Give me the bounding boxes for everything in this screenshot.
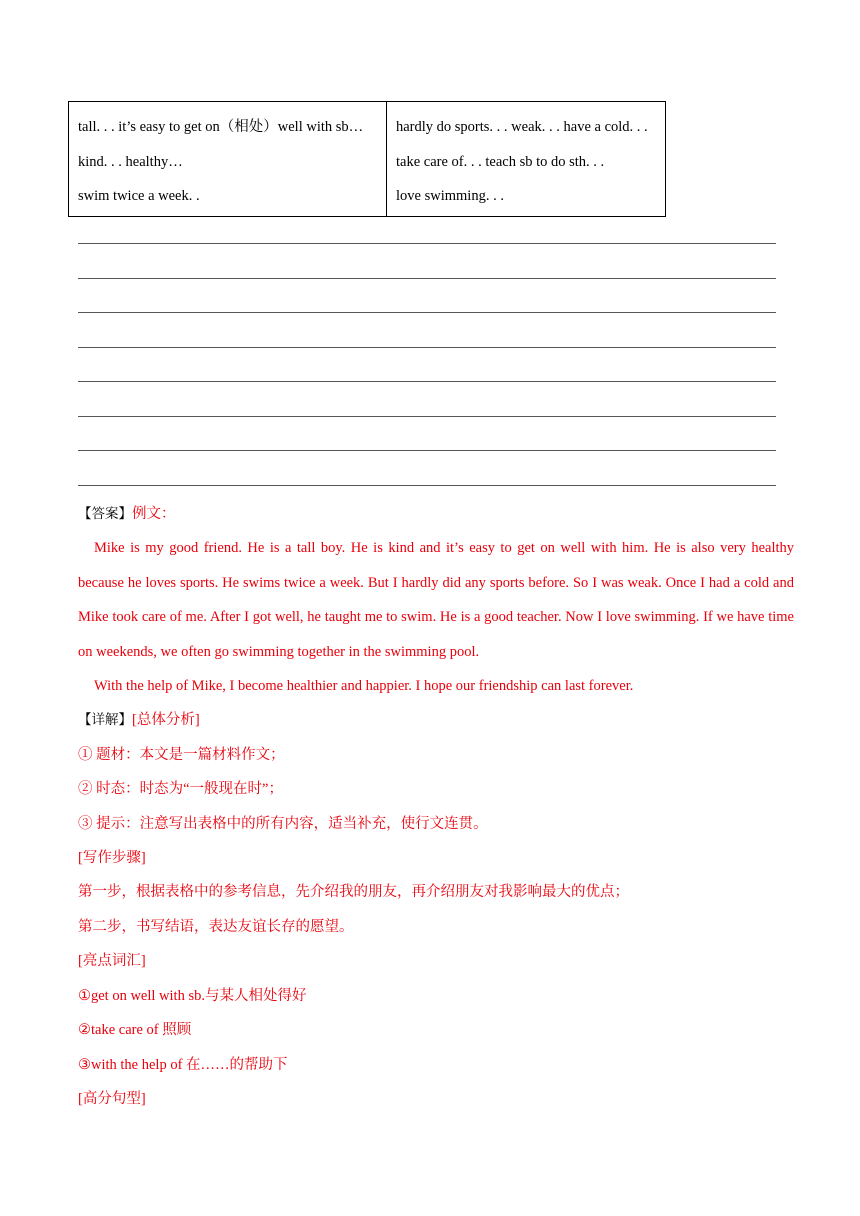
writing-line <box>78 381 776 382</box>
table-text: hardly do sports. . . weak. . . have a cold. . . <box>396 119 648 135</box>
answer-label: 【答案】 <box>78 506 132 522</box>
writing-line <box>78 416 776 417</box>
writing-step: 第二步，书写结语，表达友谊长存的愿望。 <box>78 918 354 935</box>
material-table <box>68 101 666 217</box>
analysis-point: ① 题材：本文是一篇材料作文； <box>78 746 285 763</box>
writing-line <box>78 312 776 313</box>
explanation-label: 【详解】 <box>78 712 132 729</box>
writing-line <box>78 243 776 244</box>
steps-heading: [写作步骤] <box>78 850 146 867</box>
vocab-item: ③with the help of 在……的帮助下 <box>78 1056 288 1073</box>
writing-lines <box>78 243 776 519</box>
vocab-item: ①get on well with sb.与某人相处得好 <box>78 987 307 1004</box>
essay-paragraph-1: Mike is my good friend. He is a tall boy. He is kind and it’s easy to get on well with him. He is also very healthy because he loves sports. He swims twice a week. But I hardly did any sports before. So I was weak. Once I had a cold and Mike took care of me. After I got well, he taught me to swim. He is a good teacher. Now I love swimming. If we have time on weekends, we often go swimming together in the swimming pool. <box>78 540 794 660</box>
table-cell-left <box>69 102 387 216</box>
writing-line <box>78 485 776 486</box>
table-text: tall. . . it’s easy to get on（相处）well with sb… <box>78 119 364 135</box>
explanation-heading <box>78 703 794 737</box>
sample-label: 例文： <box>132 506 176 522</box>
analysis-point: ③ 提示：注意写出表格中的所有内容，适当补充，使行文连贯。 <box>78 815 488 832</box>
sentence-patterns-heading: [高分句型] <box>78 1090 146 1107</box>
answer-heading <box>78 497 794 531</box>
essay-paragraph-2: With the help of Mike, I become healthier and happier. I hope our friendship can last forever. <box>94 678 634 695</box>
table-cell-right <box>387 102 665 216</box>
writing-step: 第一步，根据表格中的参考信息，先介绍我的朋友，再介绍朋友对我影响最大的优点； <box>78 884 629 901</box>
vocab-heading: [亮点词汇] <box>78 953 146 970</box>
writing-line <box>78 278 776 279</box>
table-text: kind. . . healthy… <box>78 153 183 170</box>
writing-line <box>78 347 776 348</box>
answer-section <box>78 497 794 1116</box>
writing-line <box>78 450 776 451</box>
vocab-item: ②take care of 照顾 <box>78 1022 192 1039</box>
table-text: swim twice a week. . <box>78 188 200 204</box>
overall-analysis-heading: [总体分析] <box>132 712 200 729</box>
analysis-point: ② 时态：时态为“一般现在时”； <box>78 781 283 798</box>
table-text: love swimming. . . <box>396 188 504 204</box>
table-text: take care of. . . teach sb to do sth. . . <box>396 153 605 170</box>
